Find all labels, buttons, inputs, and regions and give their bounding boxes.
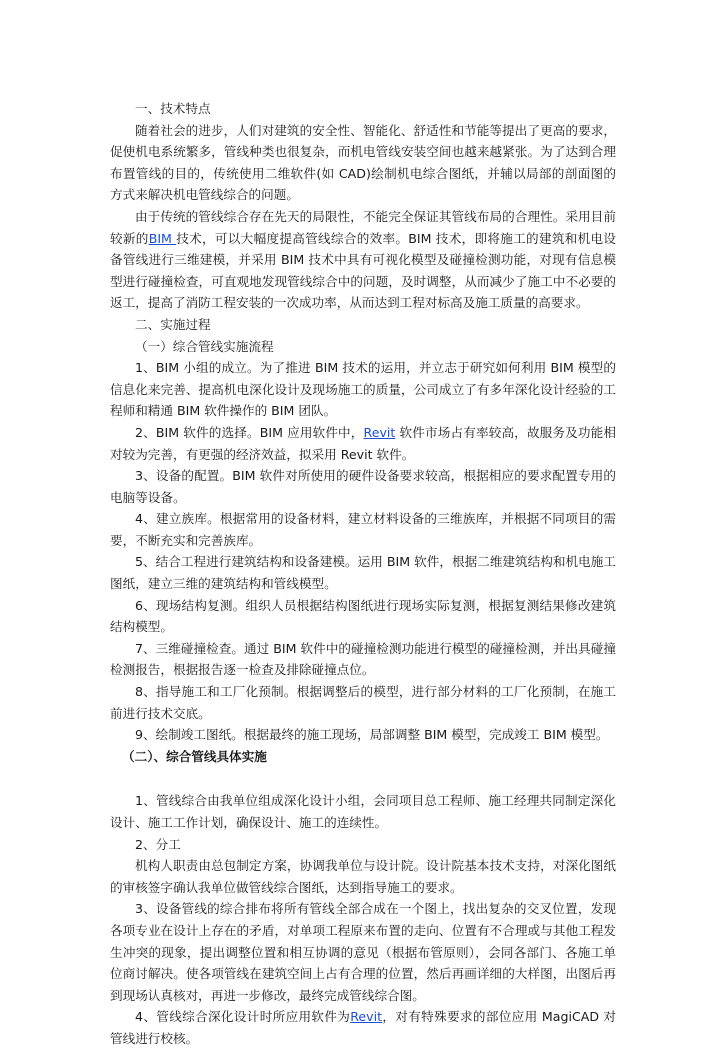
paragraph: 机构人职责由总包制定方案，协调我单位与设计院。设计院基本技术支持，对深化图纸的审核签字确认我单位做管线综合图纸，达到指导施工的要求。 bbox=[110, 858, 616, 895]
list-item: 4、建立族库。根据常用的设备材料，建立材料设备的三维族库，并根据不同项目的需要，不断充实和完善族库。 bbox=[110, 511, 616, 548]
section-heading-implementation: 二、实施过程 bbox=[135, 316, 211, 332]
list-item: 9、绘制竣工图纸。根据最终的施工现场，局部调整 BIM 模型，完成竣工 BIM 模型。 bbox=[135, 727, 609, 743]
paragraph-text: 由于传统的管线综合存在先天的局限性，不能完全保证其管线布局的合理性。采用目前较新的 bbox=[110, 208, 616, 246]
list-item-text: ，对有特殊要求的部位应用 MagiCAD 对管线进行校核。 bbox=[110, 1009, 616, 1046]
paragraph bbox=[110, 206, 616, 314]
document-page bbox=[110, 98, 616, 1050]
subsection-heading-flow: （一）综合管线实施流程 bbox=[135, 338, 274, 354]
bim-link[interactable]: BIM bbox=[148, 230, 177, 246]
list-item-text: 2、BIM 软件的选择。BIM 应用软件中， bbox=[135, 424, 364, 440]
list-item: 2、分工 bbox=[135, 836, 181, 852]
section-heading-tech-features: 一、技术特点 bbox=[135, 101, 211, 116]
paragraph: 随着社会的进步，人们对建筑的安全性、智能化、舒适性和节能等提出了更高的要求，促使机电系统繁多，管线种类也很复杂，而机电管线安装空间也越来越紧张。为了达到合理布置管线的目的，传统使用二维软件(如 CAD)绘制机电综合图纸，并辅以局部的剖面图的方式来解决机电管线综合的问题。 bbox=[110, 122, 616, 203]
subsection-heading-specific: （二）、综合管线具体实施 bbox=[122, 748, 267, 764]
revit-link[interactable]: Revit bbox=[350, 1009, 383, 1025]
list-item-text: 4、管线综合深化设计时所应用软件为 bbox=[135, 1009, 351, 1025]
spacer bbox=[110, 767, 616, 790]
list-item: 1、BIM 小组的成立。为了推进 BIM 技术的运用，并立志于研究如何利用 BIM 模型的信息化来完善、提高机电深化设计及现场施工的质量，公司成立了有多年深化设计经验的工程师和精通 BIM 软件操作的 BIM 团队。 bbox=[110, 360, 616, 419]
list-item: 5、结合工程进行建筑结构和设备建模。运用 BIM 软件，根据二维建筑结构和机电施工图纸，建立三维的建筑结构和管线模型。 bbox=[110, 554, 616, 592]
list-item: 1、管线综合由我单位组成深化设计小组，会同项目总工程师、施工经理共同制定深化设计、施工工作计划，确保设计、施工的连续性。 bbox=[110, 793, 616, 830]
list-item-text: 软件市场占有率较高，故服务及功能相对较为完善，有更强的经济效益，拟采用 Revit 软件。 bbox=[110, 424, 616, 462]
list-item: 8、指导施工和工厂化预制。根据调整后的模型，进行部分材料的工厂化预制，在施工前进行技术交底。 bbox=[110, 684, 616, 721]
list-item bbox=[110, 422, 616, 465]
list-item bbox=[110, 1006, 616, 1049]
revit-link[interactable]: Revit bbox=[363, 424, 396, 440]
paragraph-text: 技术，可以大幅度提高管线综合的效率。BIM 技术，即将施工的建筑和机电设备管线进行三维建模，并采用 BIM 技术中具有可视化模型及碰撞检测功能，对现有信息模型进行碰撞检查，可直观地发现管线综合中的问题，及时调整，从而减少了施工中不必要的返工，提高了消防工程安装的一次成功率，从而达到工程对标高及施工质量的高要求。 bbox=[110, 230, 616, 311]
list-item: 3、设备的配置。BIM 软件对所使用的硬件设备要求较高，根据相应的要求配置专用的电脑等设备。 bbox=[110, 468, 616, 505]
list-item: 3、设备管线的综合排布将所有管线全部合成在一个图上，找出复杂的交叉位置，发现各项专业在设计上存在的矛盾，对单项工程原来布置的走向、位置有不合理或与其他工程发生冲突的现象，提出调整位置和相互协调的意见（根据布管原则），会同各部门、各施工单位商讨解决。使各项管线在建筑空间上占有合理的位置，然后再画详细的大样图，出图后再到现场认真核对，再进一步修改，最终完成管线综合图。 bbox=[110, 901, 616, 1003]
list-item: 6、现场结构复测。组织人员根据结构图纸进行现场实际复测，根据复测结果修改建筑结构模型。 bbox=[110, 597, 616, 635]
list-item: 7、三维碰撞检查。通过 BIM 软件中的碰撞检测功能进行模型的碰撞检测，并出具碰撞检测报告，根据报告逐一检查及排除碰撞点位。 bbox=[110, 640, 616, 678]
